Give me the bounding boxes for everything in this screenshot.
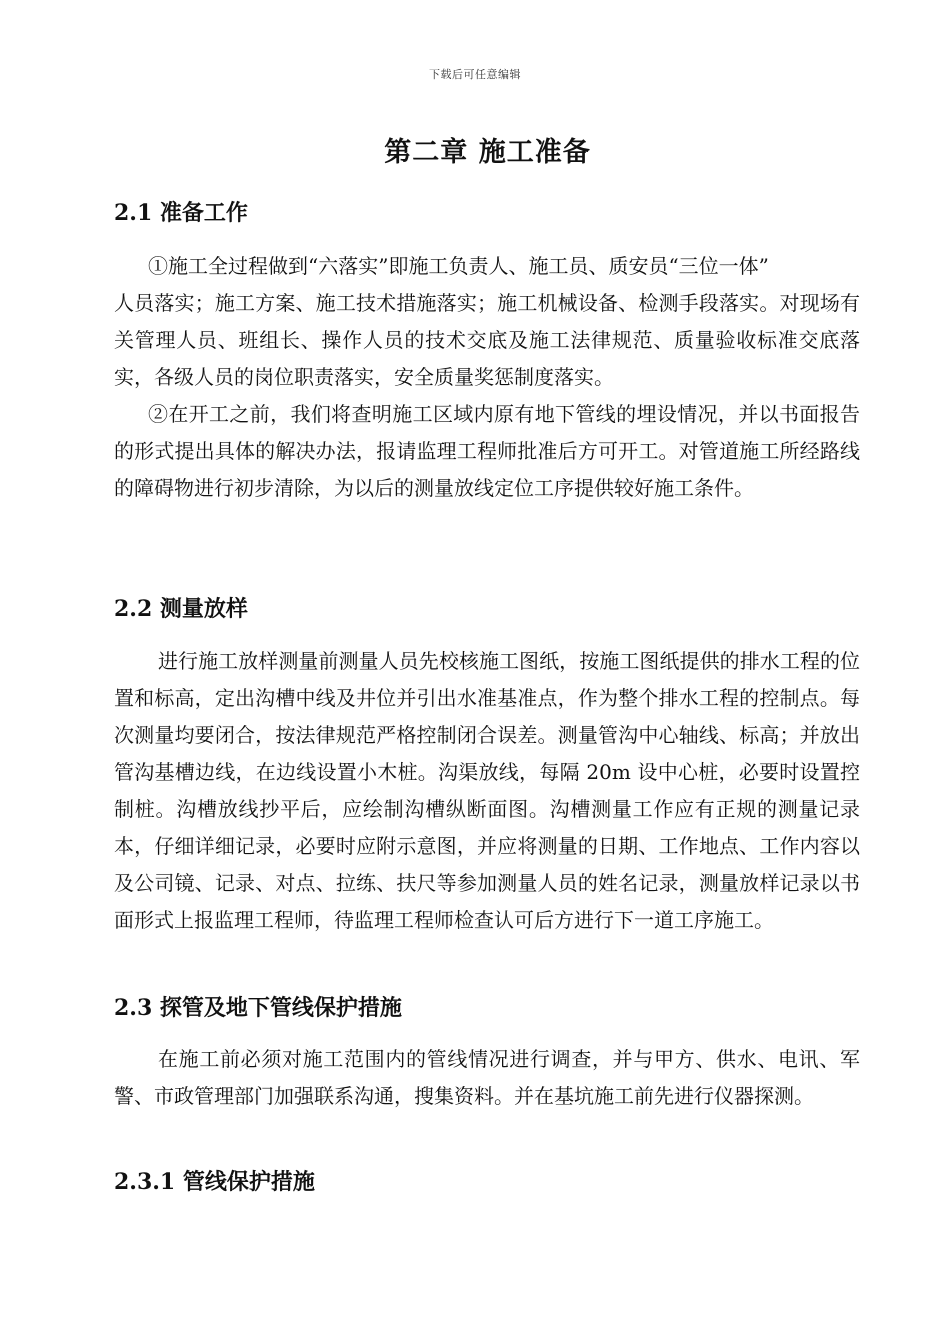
chapter-title: 第二章 施工准备 — [384, 137, 591, 168]
section-2-3 — [114, 993, 860, 1023]
section-2-3-1 — [114, 1167, 860, 1197]
paragraph: 在施工前必须对施工范围内的管线情况进行调查，并与甲方、供水、电讯、军警、市政管理部门加强联系沟通，搜集资料。并在基坑施工前先进行仪器探测。 — [114, 1047, 860, 1108]
section-heading: 2.1 准备工作 — [114, 200, 248, 226]
header-note: 下载后可任意编辑 — [429, 68, 521, 81]
section-2-2-body — [114, 643, 860, 939]
section-2-1-body — [114, 248, 860, 507]
section-heading: 2.3 探管及地下管线保护措施 — [114, 995, 402, 1021]
section-2-2 — [114, 594, 860, 624]
paragraph: ①施工全过程做到“六落实”即施工负责人、施工员、质安员“三位一体” — [148, 254, 769, 278]
section-2-1 — [114, 198, 860, 228]
paragraph: 进行施工放样测量前测量人员先校核施工图纸，按施工图纸提供的排水工程的位置和标高，定出沟槽中线及井位并引出水准基准点，作为整个排水工程的控制点。每次测量均要闭合，按法律规范严格控制闭合误差。测量管沟中心轴线、标高；并放出管沟基槽边线，在边线设置小木桩。沟渠放线，每隔 20m 设中心桩，必要时设置控制桩。沟槽放线抄平后，应绘制沟槽纵断面图。沟槽测量工作应有正规的测量记录本，仔细详细记录，必要时应附示意图，并应将测量的日期、工作地点、工作内容以及公司镜、记录、对点、拉练、扶尺等参加测量人员的姓名记录，测量放样记录以书面形式上报监理工程师，待监理工程师检查认可后方进行下一道工序施工。 — [114, 649, 860, 932]
paragraph: ②在开工之前，我们将查明施工区域内原有地下管线的埋设情况，并以书面报告的形式提出具体的解决办法，报请监理工程师批准后方可开工。对管道施工所经路线的障碍物进行初步清除，为以后的测量放线定位工序提供较好施工条件。 — [114, 402, 860, 500]
section-heading: 2.3.1 管线保护措施 — [114, 1169, 315, 1195]
paragraph: 人员落实；施工方案、施工技术措施落实；施工机械设备、检测手段落实。对现场有关管理人员、班组长、操作人员的技术交底及施工法律规范、质量验收标准交底落实，各级人员的岗位职责落实，安全质量奖惩制度落实。 — [114, 291, 860, 389]
section-heading: 2.2 测量放样 — [114, 596, 248, 622]
section-2-3-body — [114, 1041, 860, 1115]
